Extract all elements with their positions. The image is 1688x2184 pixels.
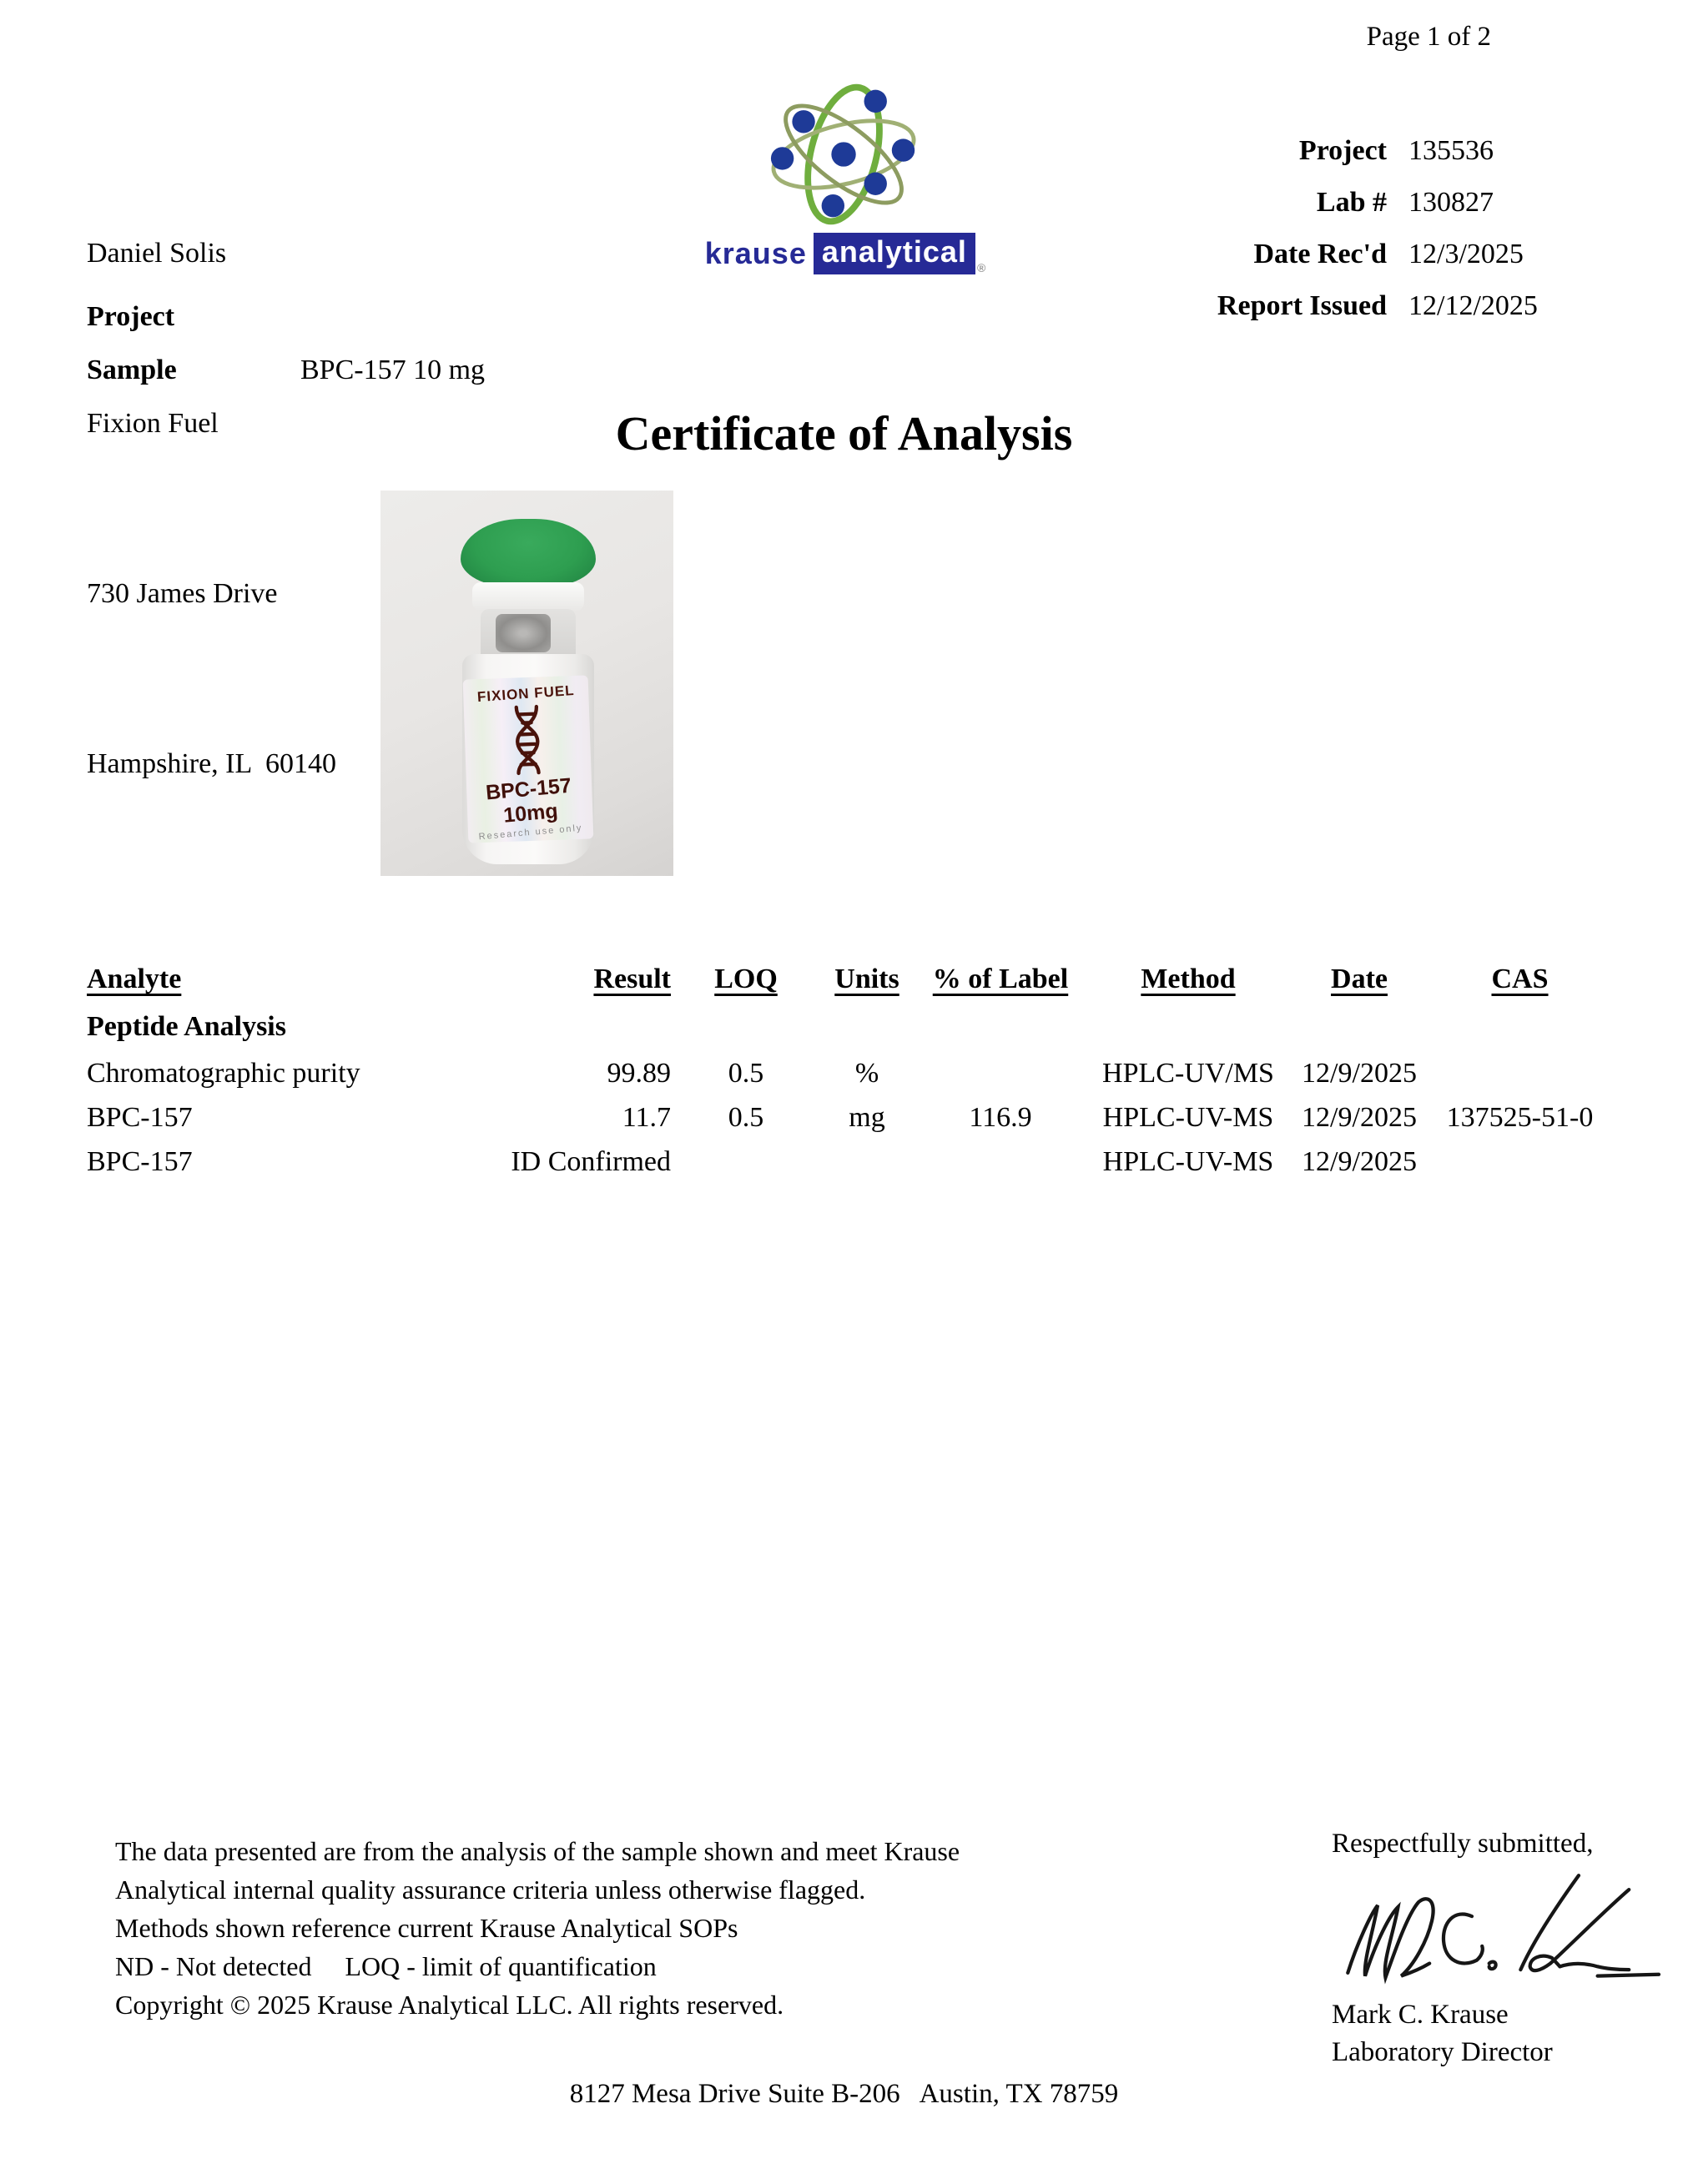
client-street: 730 James Drive bbox=[87, 578, 278, 609]
cell-method: HPLC-UV-MS bbox=[1102, 1101, 1274, 1133]
date-received-label: Date Rec'd bbox=[1253, 239, 1387, 269]
logo-wordmark bbox=[704, 233, 986, 274]
vial-collar bbox=[472, 582, 584, 611]
cell-units: mg bbox=[849, 1101, 885, 1133]
client-name: Daniel Solis bbox=[87, 238, 227, 269]
document-title: Certificate of Analysis bbox=[615, 406, 1073, 460]
disclaimer-line: Analytical internal quality assurance criteria unless otherwise flagged. bbox=[115, 1875, 866, 1905]
project-row bbox=[87, 290, 485, 344]
cell-loq bbox=[671, 1140, 821, 1184]
vial-product-text: BPC-157 10mg bbox=[485, 773, 572, 828]
project-number-value: 135536 bbox=[1408, 135, 1494, 166]
cell-date: 12/9/2025 bbox=[1302, 1145, 1417, 1177]
cell-units bbox=[821, 1140, 913, 1184]
report-info-row-lab bbox=[1076, 177, 1538, 229]
project-sample-block bbox=[87, 290, 485, 397]
cell-cas bbox=[1430, 1140, 1610, 1184]
vial-photo bbox=[380, 491, 673, 876]
registered-trademark-icon: ® bbox=[976, 261, 986, 274]
results-header-row bbox=[87, 956, 1610, 1003]
lab-number-label: Lab # bbox=[1316, 187, 1387, 218]
cell-analyte: Chromatographic purity bbox=[87, 1057, 360, 1089]
atom-logo-icon bbox=[749, 77, 941, 232]
col-header-result: Result bbox=[593, 964, 671, 994]
col-header-method: Method bbox=[1141, 964, 1236, 994]
vial-note-text: Research use only bbox=[478, 823, 583, 843]
cell-method: HPLC-UV-MS bbox=[1102, 1145, 1274, 1177]
signature-image bbox=[1315, 1864, 1682, 1998]
cell-pct-of-label: 116.9 bbox=[969, 1101, 1032, 1133]
vial-powder bbox=[496, 614, 551, 652]
sample-label: Sample bbox=[87, 355, 177, 385]
cell-result: 11.7 bbox=[622, 1101, 671, 1133]
cell-date: 12/9/2025 bbox=[1302, 1057, 1417, 1089]
date-received-value: 12/3/2025 bbox=[1408, 239, 1524, 269]
report-info-row-project bbox=[1076, 125, 1538, 177]
cell-analyte: BPC-157 bbox=[87, 1145, 193, 1177]
cell-method: HPLC-UV/MS bbox=[1102, 1057, 1274, 1089]
col-header-units: Units bbox=[834, 964, 899, 994]
lab-address-footer: 8127 Mesa Drive Suite B-206 Austin, TX 78759 bbox=[569, 2079, 1119, 2109]
disclaimer-block bbox=[115, 1832, 1066, 2024]
client-address-block bbox=[87, 112, 336, 906]
cell-cas: 137525-51-0 bbox=[1446, 1101, 1594, 1133]
table-row bbox=[87, 1140, 1610, 1184]
logo-word-analytical: analytical bbox=[814, 233, 975, 274]
cell-result: 99.89 bbox=[607, 1057, 671, 1089]
lab-number-value: 130827 bbox=[1408, 187, 1494, 218]
disclaimer-line: Copyright © 2025 Krause Analytical LLC. All rights reserved. bbox=[115, 1990, 784, 2020]
cell-date: 12/9/2025 bbox=[1302, 1101, 1417, 1133]
col-header-loq: LOQ bbox=[714, 964, 778, 994]
krause-analytical-logo bbox=[704, 77, 986, 274]
page-number: Page 1 of 2 bbox=[1366, 22, 1491, 52]
vial-body bbox=[462, 654, 594, 864]
project-label: Project bbox=[87, 301, 175, 332]
cell-pct-of-label bbox=[913, 1051, 1088, 1095]
signature-block bbox=[1332, 1829, 1665, 2068]
col-header-analyte: Analyte bbox=[87, 964, 182, 994]
section-row bbox=[87, 1003, 1610, 1051]
report-info-row-issued bbox=[1076, 280, 1538, 332]
vial-cap bbox=[461, 519, 596, 587]
sample-row bbox=[87, 344, 485, 397]
client-city: Hampshire, IL 60140 bbox=[87, 748, 337, 779]
col-header-cas: CAS bbox=[1491, 964, 1549, 994]
client-company: Fixion Fuel bbox=[87, 408, 219, 439]
report-info-row-received bbox=[1076, 229, 1538, 280]
cell-loq: 0.5 bbox=[728, 1101, 764, 1133]
cell-pct-of-label bbox=[913, 1140, 1088, 1184]
cell-result: ID Confirmed bbox=[511, 1145, 671, 1177]
cell-analyte: BPC-157 bbox=[87, 1101, 193, 1133]
vial-brand-text: FIXION FUEL bbox=[476, 682, 576, 706]
cell-units: % bbox=[854, 1057, 879, 1089]
signatory-name: Mark C. Krause bbox=[1332, 2000, 1509, 2030]
logo-word-krause: krause bbox=[704, 236, 807, 270]
disclaimer-line: Methods shown reference current Krause Analytical SOPs bbox=[115, 1913, 738, 1943]
section-title: Peptide Analysis bbox=[87, 1011, 286, 1042]
project-number-label: Project bbox=[1298, 135, 1387, 166]
sample-value: BPC-157 10 mg bbox=[300, 355, 486, 385]
signatory-title: Laboratory Director bbox=[1332, 2037, 1553, 2067]
table-row bbox=[87, 1051, 1610, 1095]
disclaimer-line: ND - Not detected LOQ - limit of quantification bbox=[115, 1951, 657, 1981]
results-table bbox=[87, 956, 1610, 1184]
report-info-block bbox=[1076, 125, 1538, 332]
dna-helix-icon bbox=[505, 703, 551, 777]
col-header-pct-of-label: % of Label bbox=[932, 964, 1069, 994]
report-issued-label: Report Issued bbox=[1217, 290, 1387, 321]
col-header-date: Date bbox=[1331, 964, 1388, 994]
report-issued-value: 12/12/2025 bbox=[1408, 290, 1538, 321]
vial-label bbox=[463, 675, 594, 843]
cell-cas bbox=[1430, 1051, 1610, 1095]
disclaimer-line: The data presented are from the analysis of the sample shown and meet Krause bbox=[115, 1836, 960, 1866]
signature-salutation: Respectfully submitted, bbox=[1332, 1829, 1594, 1859]
cell-loq: 0.5 bbox=[728, 1057, 764, 1089]
table-row bbox=[87, 1095, 1610, 1140]
